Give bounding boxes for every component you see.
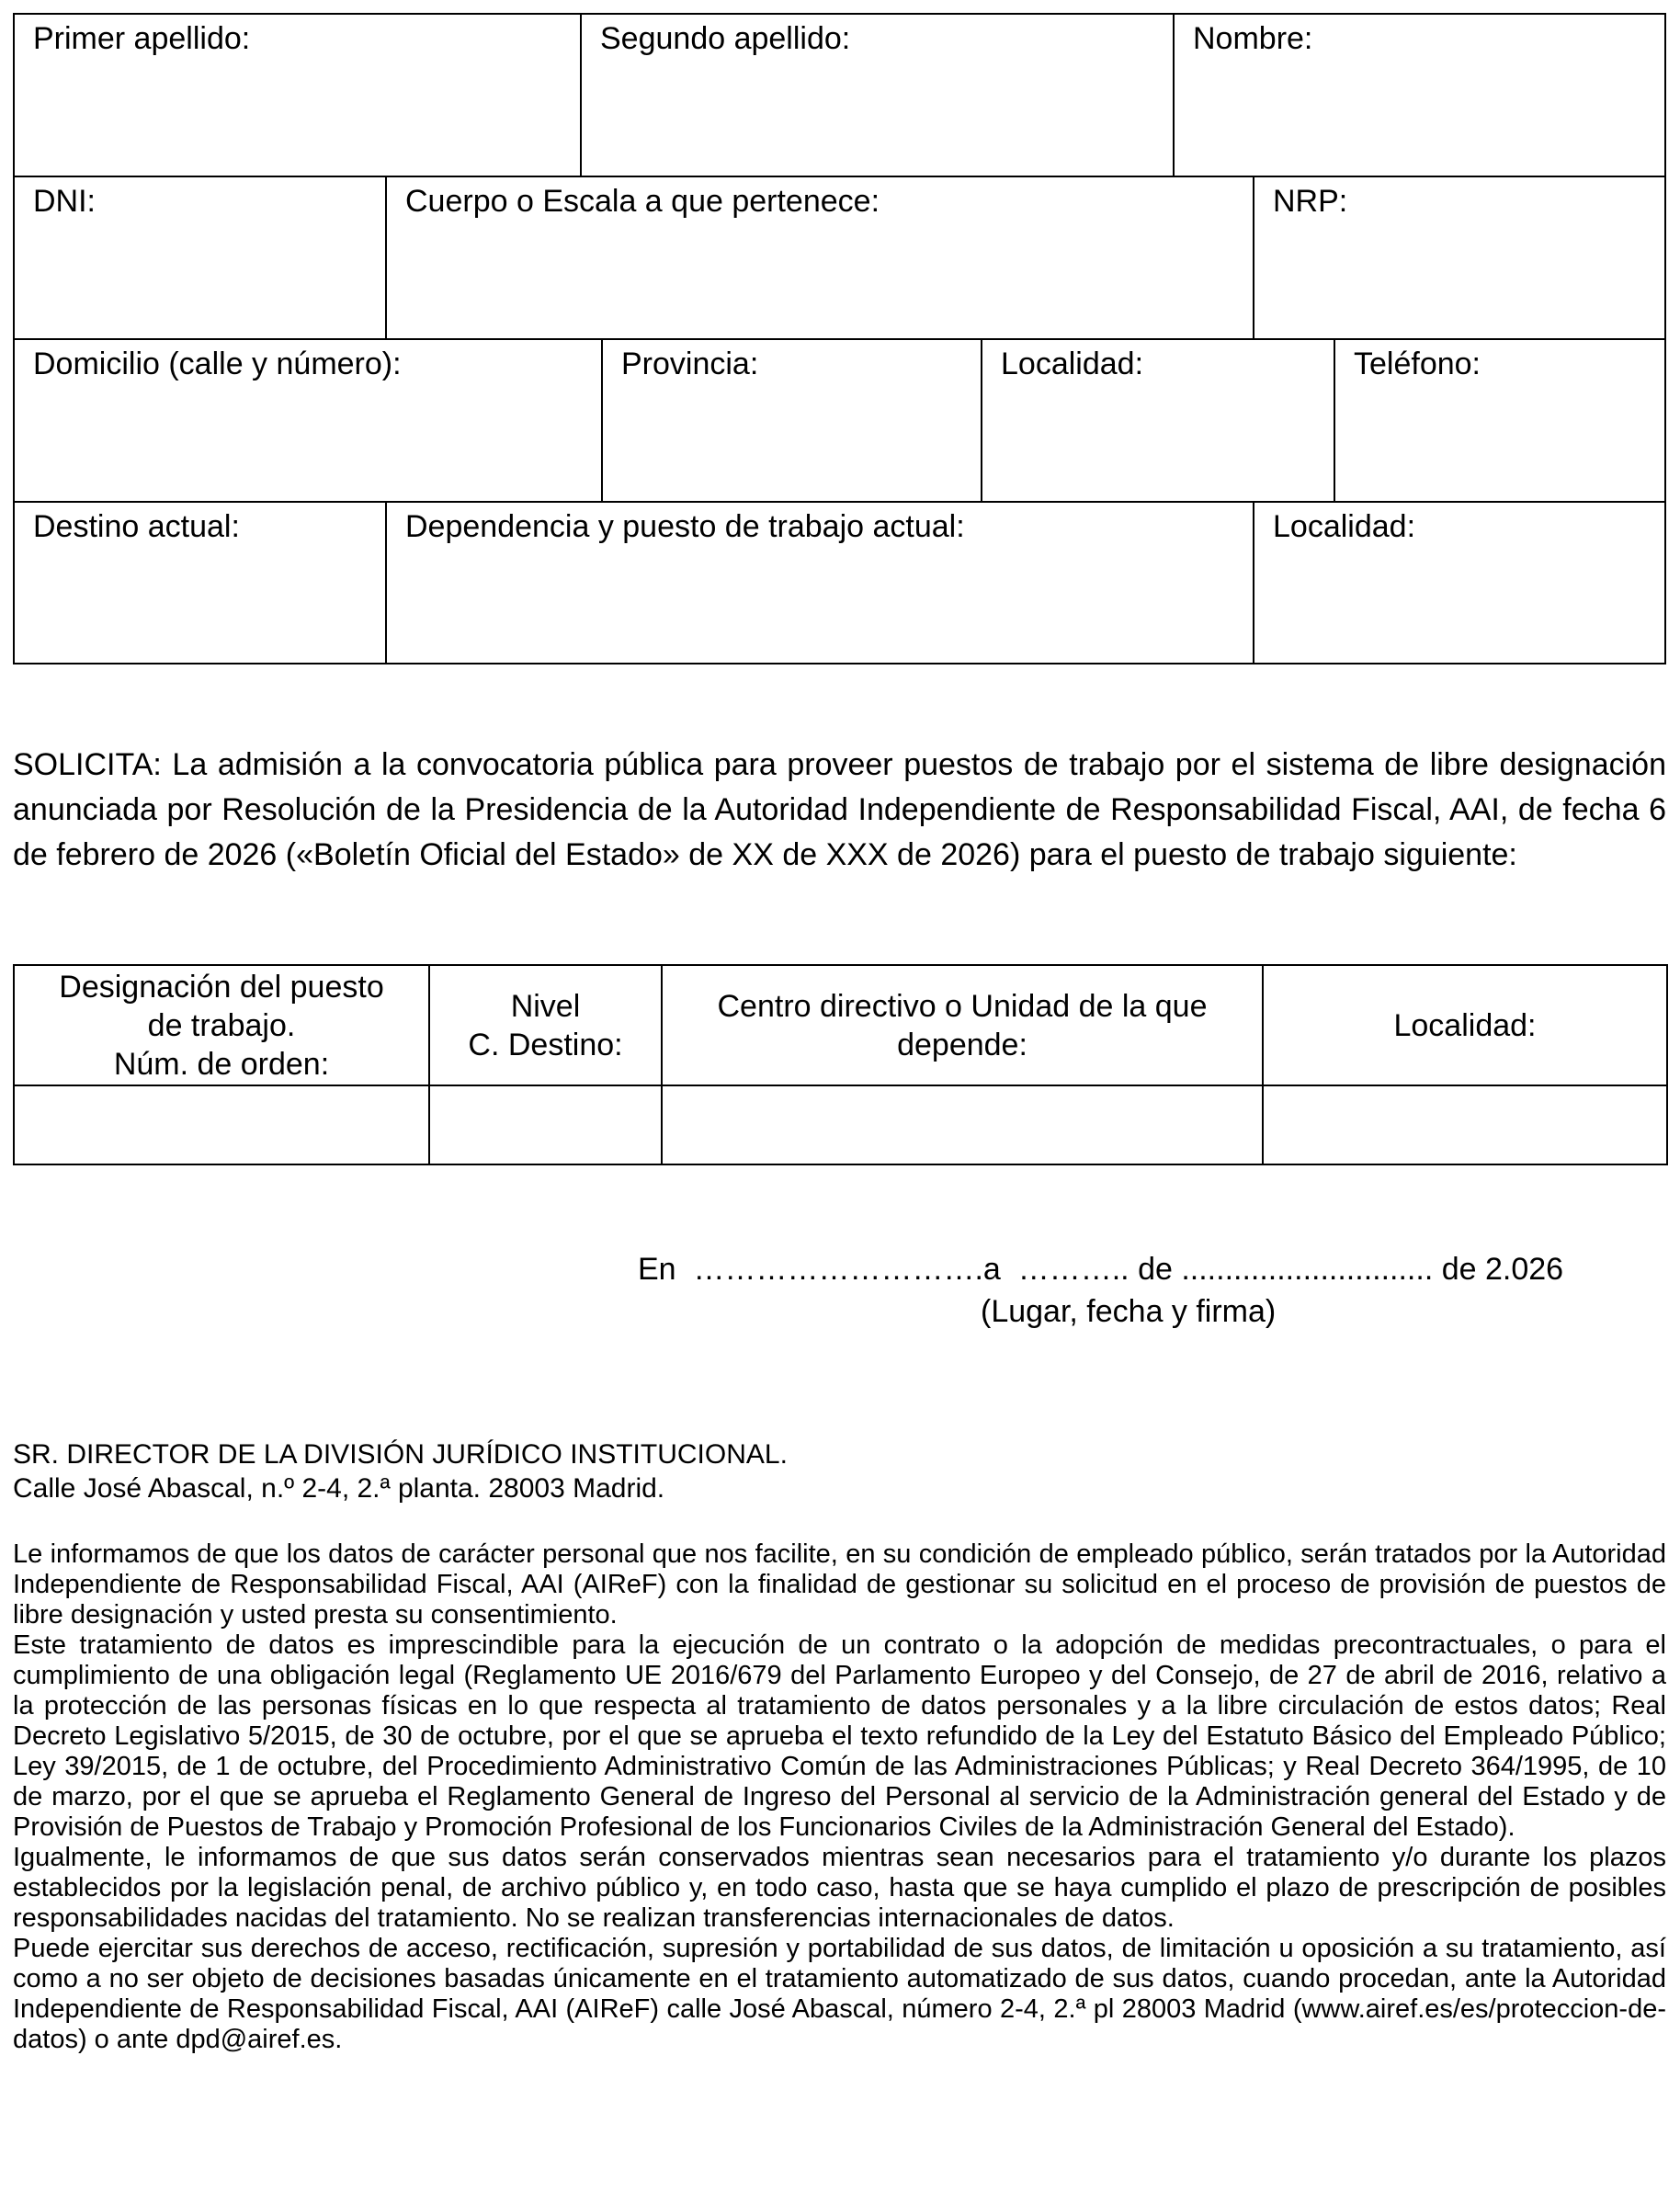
column-header-level — [429, 965, 662, 1085]
field-nrp[interactable] — [1254, 177, 1664, 338]
header-line: depende: — [897, 1027, 1027, 1062]
cell-locality[interactable] — [1263, 1085, 1667, 1164]
cell-directive-center[interactable] — [662, 1085, 1263, 1164]
addressee-block — [13, 1437, 1666, 1505]
header-line: Centro directivo o Unidad de la que — [717, 988, 1208, 1024]
field-label: NRP: — [1273, 184, 1348, 219]
field-corps-scale[interactable] — [387, 177, 1254, 338]
header-line: Nivel — [510, 988, 581, 1024]
field-current-department-job[interactable] — [387, 503, 1254, 663]
field-address[interactable] — [15, 340, 603, 501]
cell-level[interactable] — [429, 1085, 662, 1164]
field-label: Teléfono: — [1354, 346, 1481, 381]
privacy-paragraph: Igualmente, le informamos de que sus datos serán conservados mientras sean necesarios para el tratamiento y/o durante los plazos establecidos por la legislación penal, de archivo público y, en todo caso, hasta que se haya cumplido el plazo de prescripción de posibles responsabilidades nacidas del tratamiento. No se realizan transferencias internacionales de datos. — [13, 1843, 1666, 1933]
field-label: Localidad: — [1273, 509, 1416, 544]
column-header-locality — [1263, 965, 1667, 1085]
privacy-paragraph: Este tratamiento de datos es imprescindible para la ejecución de un contrato o la adopción de medidas precontractuales, o para el cumplimiento de una obligación legal (Reglamento UE 2016/679 del Parlamento Europeo y del Consejo, de 27 de abril de 2016, relativo a la protección de las personas físicas en lo que respecta al tratamiento de datos personales y a la libre circulación de estos datos; Real Decreto Legislativo 5/2015, de 30 de octubre, por el que se aprueba el texto refundido de la Ley del Estatuto Básico del Empleado Público; Ley 39/2015, de 1 de octubre, del Procedimiento Administrativo Común de las Administraciones Públicas; y Real Decreto 364/1995, de 10 de marzo, por el que se aprueba el Reglamento General de Ingreso del Personal al servicio de la Administración general del Estado y de Provisión de Puestos de Trabajo y Promoción Profesional de los Funcionarios Civiles de la Administración General del Estado). — [13, 1630, 1666, 1842]
field-province[interactable] — [603, 340, 982, 501]
header-line: de trabajo. — [147, 1007, 296, 1043]
addressee-title: SR. DIRECTOR DE LA DIVISIÓN JURÍDICO INSTITUCIONAL. — [13, 1439, 788, 1470]
field-second-surname[interactable] — [582, 15, 1175, 176]
field-phone[interactable] — [1335, 340, 1664, 501]
job-position-table — [13, 964, 1668, 1165]
cell-job-designation[interactable] — [14, 1085, 429, 1164]
field-label: Domicilio (calle y número): — [33, 346, 402, 381]
field-label: Dependencia y puesto de trabajo actual: — [405, 509, 965, 544]
privacy-paragraph: Puede ejercitar sus derechos de acceso, rectificación, supresión y portabilidad de sus datos, de limitación u oposición a su tratamiento, así como a no ser objeto de decisiones basadas únicamente en el tratamiento automatizado de sus datos, cuando procedan, ante la Autoridad Independiente de Responsabilidad Fiscal, AAI (AIReF) calle José Abascal, número 2-4, 2.ª pl 28003 Madrid (www.airef.es/es/proteccion-de-datos) o ante dpd@airef.es. — [13, 1934, 1666, 2054]
field-label: Destino actual: — [33, 509, 240, 544]
privacy-notice — [13, 1539, 1666, 2055]
request-statement: SOLICITA: La admisión a la convocatoria pública para proveer puestos de trabajo por el sistema de libre designación anunciada por Resolución de la Presidencia de la Autoridad Independiente de Responsabilidad Fiscal, AAI, de fecha 6 de febrero de 2026 («Boletín Oficial del Estado» de XX de XXX de 2026) para el puesto de trabajo siguiente: — [13, 747, 1666, 872]
personal-data-grid — [13, 13, 1666, 664]
field-label: Nombre: — [1193, 21, 1313, 56]
field-dni[interactable] — [15, 177, 387, 338]
personal-data-row — [15, 15, 1664, 177]
signature-place-date-line[interactable]: En ……………………….a ……….. de ............................. de 2.026 — [638, 1252, 1564, 1287]
header-line: Localidad: — [1393, 1007, 1537, 1043]
table-row — [14, 1085, 1667, 1164]
field-locality[interactable] — [982, 340, 1335, 501]
addressee-address: Calle José Abascal, n.º 2-4, 2.ª planta. 28003 Madrid. — [13, 1473, 665, 1504]
field-label: Primer apellido: — [33, 21, 251, 56]
field-label: DNI: — [33, 184, 96, 219]
header-line: Designación del puesto — [59, 969, 384, 1005]
field-name[interactable] — [1175, 15, 1664, 176]
field-label: Localidad: — [1001, 346, 1144, 381]
personal-data-row — [15, 340, 1664, 503]
field-label: Segundo apellido: — [600, 21, 851, 56]
field-first-surname[interactable] — [15, 15, 582, 176]
field-label: Cuerpo o Escala a que pertenece: — [405, 184, 880, 219]
field-current-post[interactable] — [15, 503, 387, 663]
field-current-locality[interactable] — [1254, 503, 1664, 663]
table-header-row — [14, 965, 1667, 1085]
personal-data-row — [15, 177, 1664, 340]
signature-hint: (Lugar, fecha y firma) — [981, 1294, 1277, 1329]
personal-data-row — [15, 503, 1664, 663]
column-header-directive-center — [662, 965, 1263, 1085]
field-label: Provincia: — [621, 346, 759, 381]
privacy-paragraph: Le informamos de que los datos de carácter personal que nos facilite, en su condición de empleado público, serán tratados por la Autoridad Independiente de Responsabilidad Fiscal, AAI (AIReF) con la finalidad de gestionar su solicitud en el proceso de provisión de puestos de libre designación y usted presta su consentimiento. — [13, 1539, 1666, 1630]
header-line: C. Destino: — [468, 1027, 623, 1062]
column-header-job-designation — [14, 965, 429, 1085]
header-line: Núm. de orden: — [113, 1046, 330, 1082]
